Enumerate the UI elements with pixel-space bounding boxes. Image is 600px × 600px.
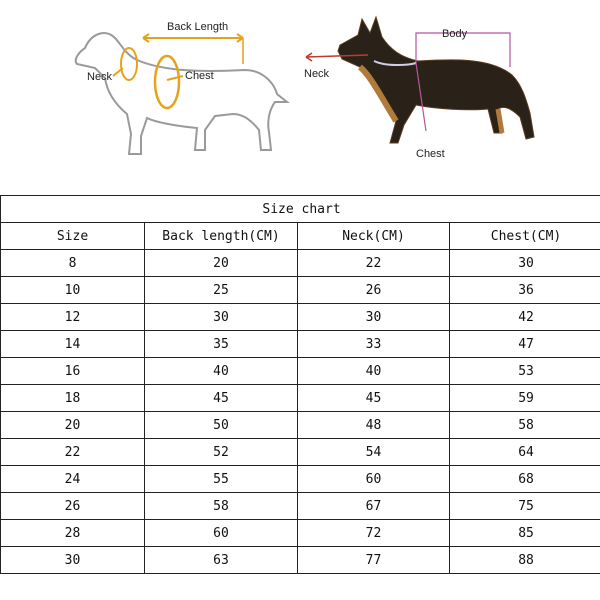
- cell-size: 28: [1, 520, 145, 547]
- chest-measure-ring: [155, 56, 179, 108]
- cell-size: 16: [1, 358, 145, 385]
- cell-back-length: 35: [145, 331, 298, 358]
- cell-neck: 45: [298, 385, 450, 412]
- chest-label-right: Chest: [416, 148, 445, 160]
- cell-chest: 85: [450, 520, 600, 547]
- header-chest: Chest(CM): [450, 223, 600, 250]
- header-neck: Neck(CM): [298, 223, 450, 250]
- table-row: [1, 277, 600, 304]
- table-row: [1, 412, 600, 439]
- table-row: [1, 520, 600, 547]
- illustrations: [0, 0, 600, 190]
- cell-chest: 58: [450, 412, 600, 439]
- cell-neck: 60: [298, 466, 450, 493]
- cell-size: 26: [1, 493, 145, 520]
- table-row: [1, 358, 600, 385]
- neck-label-right: Neck: [304, 68, 330, 80]
- cell-chest: 30: [450, 250, 600, 277]
- dog-outline-illustration: [55, 10, 295, 170]
- cell-back-length: 63: [145, 547, 298, 574]
- table-row: [1, 439, 600, 466]
- cell-chest: 47: [450, 331, 600, 358]
- table-row: [1, 385, 600, 412]
- cell-size: 14: [1, 331, 145, 358]
- table-row: [1, 547, 600, 574]
- cell-chest: 59: [450, 385, 600, 412]
- cell-size: 22: [1, 439, 145, 466]
- cell-back-length: 30: [145, 304, 298, 331]
- cell-back-length: 45: [145, 385, 298, 412]
- cell-back-length: 52: [145, 439, 298, 466]
- cell-chest: 42: [450, 304, 600, 331]
- cell-size: 20: [1, 412, 145, 439]
- cell-size: 18: [1, 385, 145, 412]
- cell-back-length: 58: [145, 493, 298, 520]
- header-size: Size: [1, 223, 145, 250]
- cell-neck: 30: [298, 304, 450, 331]
- cell-back-length: 25: [145, 277, 298, 304]
- cell-back-length: 60: [145, 520, 298, 547]
- neck-label: Neck: [87, 71, 113, 83]
- cell-back-length: 55: [145, 466, 298, 493]
- cell-neck: 22: [298, 250, 450, 277]
- cell-size: 10: [1, 277, 145, 304]
- cell-neck: 67: [298, 493, 450, 520]
- shepherd-photo-illustration: [300, 5, 560, 170]
- dog-outline-icon: [76, 33, 287, 154]
- cell-neck: 33: [298, 331, 450, 358]
- cell-neck: 77: [298, 547, 450, 574]
- cell-size: 24: [1, 466, 145, 493]
- table-row: [1, 331, 600, 358]
- table-row: [1, 304, 600, 331]
- cell-neck: 54: [298, 439, 450, 466]
- body-label: Body: [442, 28, 468, 40]
- cell-neck: 40: [298, 358, 450, 385]
- table-header-row: [1, 223, 600, 250]
- cell-back-length: 40: [145, 358, 298, 385]
- table-row: [1, 466, 600, 493]
- back-length-label: Back Length: [167, 21, 229, 33]
- table-title: Size chart: [1, 196, 600, 223]
- table-row: [1, 250, 600, 277]
- cell-chest: 68: [450, 466, 600, 493]
- cell-size: 30: [1, 547, 145, 574]
- cell-back-length: 50: [145, 412, 298, 439]
- cell-size: 12: [1, 304, 145, 331]
- cell-chest: 53: [450, 358, 600, 385]
- table-row: [1, 493, 600, 520]
- cell-neck: 26: [298, 277, 450, 304]
- cell-back-length: 20: [145, 250, 298, 277]
- cell-size: 8: [1, 250, 145, 277]
- shepherd-dog-icon: [338, 17, 534, 143]
- cell-chest: 75: [450, 493, 600, 520]
- chest-label: Chest: [185, 70, 214, 82]
- size-chart-table: [0, 195, 600, 574]
- cell-chest: 36: [450, 277, 600, 304]
- cell-neck: 72: [298, 520, 450, 547]
- cell-chest: 88: [450, 547, 600, 574]
- table-title-row: [1, 196, 600, 223]
- cell-chest: 64: [450, 439, 600, 466]
- cell-neck: 48: [298, 412, 450, 439]
- neck-measure-ring: [121, 48, 137, 80]
- header-back-length: Back length(CM): [145, 223, 298, 250]
